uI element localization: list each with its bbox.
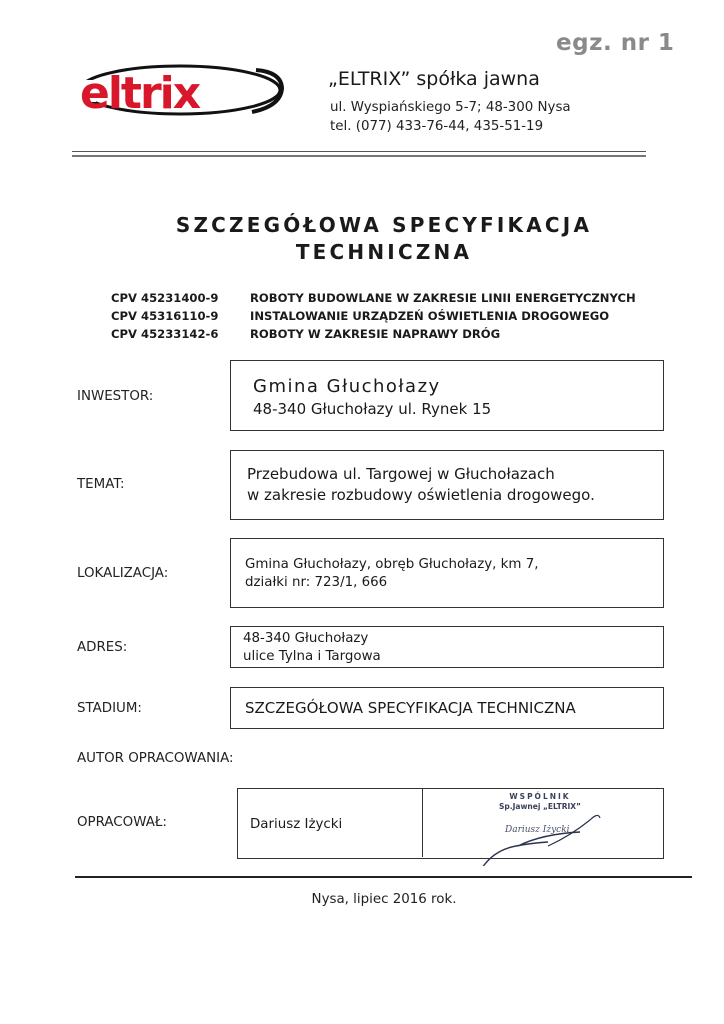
investor-label: INWESTOR: — [77, 389, 154, 404]
stage-value: SZCZEGÓŁOWA SPECYFIKACJA TECHNICZNA — [245, 699, 576, 717]
company-phone: tel. (077) 433-76-44, 435-51-19 — [330, 119, 544, 134]
subject-line1: Przebudowa ul. Targowej w Głuchołazach — [247, 465, 555, 483]
copy-number: egz. nr 1 — [556, 30, 675, 56]
investor-name: Gmina Głuchołazy — [253, 376, 441, 397]
address-box — [230, 626, 664, 668]
cpv-description: INSTALOWANIE URZĄDZEŃ OŚWIETLENIA DROGOWEGO — [250, 309, 610, 323]
cpv-code: CPV 45233142-6 — [111, 327, 219, 341]
address-label: ADRES: — [77, 640, 128, 655]
address-line2: ulice Tylna i Targowa — [243, 649, 381, 664]
svg-text:Dariusz Iżycki: Dariusz Iżycki — [505, 825, 570, 835]
document-title-line1: SZCZEGÓŁOWA SPECYFIKACJA — [175, 213, 593, 237]
svg-text:Sp.Jawnej „ELTRIX”: Sp.Jawnej „ELTRIX” — [499, 802, 581, 811]
investor-box — [230, 360, 664, 431]
prepared-by-name: Dariusz Iżycki — [250, 817, 343, 832]
stage-box — [230, 687, 664, 729]
subject-box — [230, 450, 664, 520]
subject-label: TEMAT: — [77, 477, 125, 492]
document-title-line2: TECHNICZNA — [295, 240, 473, 264]
cpv-code: CPV 45316110-9 — [111, 309, 219, 323]
subject-line2: w zakresie rozbudowy oświetlenia drogowego. — [247, 486, 595, 504]
signature-divider — [422, 788, 423, 857]
location-line2: działki nr: 723/1, 666 — [245, 575, 388, 590]
prepared-by-label: OPRACOWAŁ: — [77, 815, 167, 830]
cpv-code: CPV 45231400-9 — [111, 291, 219, 305]
eltrix-logo — [76, 56, 288, 118]
cpv-description: ROBOTY BUDOWLANE W ZAKRESIE LINII ENERGETYCZNYCH — [250, 291, 636, 305]
svg-text:WSPÓLNIK: WSPÓLNIK — [509, 792, 571, 801]
company-address: ul. Wyspiańskiego 5-7; 48-300 Nysa — [330, 100, 571, 115]
stage-label: STADIUM: — [77, 701, 142, 716]
cpv-description: ROBOTY W ZAKRESIE NAPRAWY DRÓG — [250, 327, 501, 341]
location-line1: Gmina Głuchołazy, obręb Głuchołazy, km 7, — [245, 557, 539, 572]
footer-place-date: Nysa, lipiec 2016 rok. — [311, 892, 457, 907]
signature-stamp — [430, 790, 658, 866]
investor-address: 48-340 Głuchołazy ul. Rynek 15 — [253, 400, 492, 418]
author-label: AUTOR OPRACOWANIA: — [77, 751, 234, 766]
header-divider — [72, 151, 646, 157]
location-box — [230, 538, 664, 608]
address-line1: 48-340 Głuchołazy — [243, 631, 369, 646]
svg-text:eltrix: eltrix — [80, 68, 200, 118]
company-name: „ELTRIX” spółka jawna — [328, 68, 540, 90]
location-label: LOKALIZACJA: — [77, 566, 169, 581]
footer-divider — [75, 876, 692, 878]
